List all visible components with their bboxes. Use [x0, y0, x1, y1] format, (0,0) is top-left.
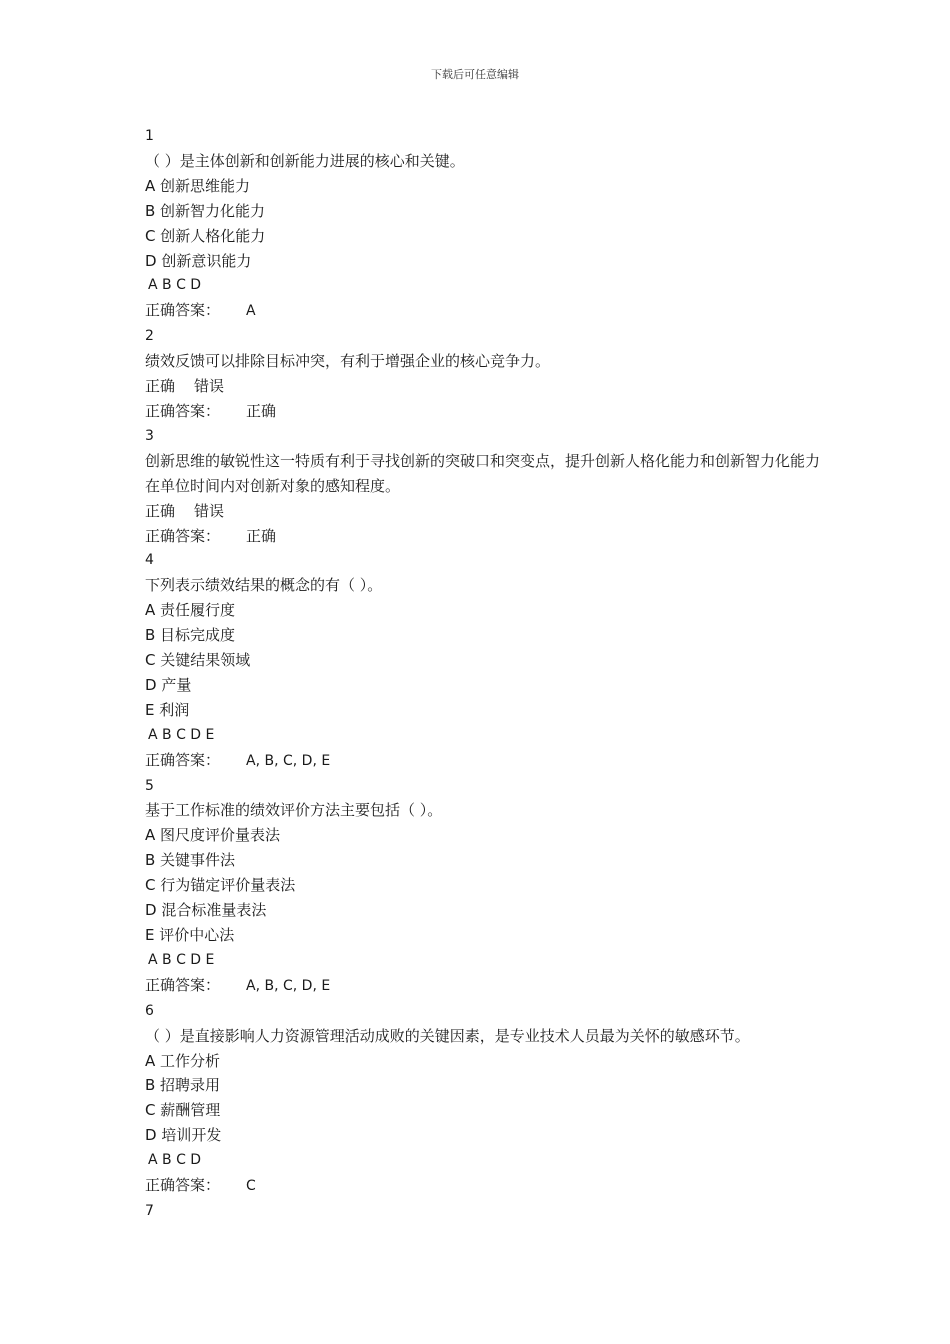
- answer-value: A, B, C, D, E: [246, 752, 331, 769]
- option-c: C 行为锚定评价量表法: [145, 876, 296, 895]
- question-4: [145, 548, 825, 773]
- question-number: 2: [145, 328, 154, 345]
- choice-letters: A B C D: [148, 1152, 202, 1169]
- answer-value: C: [246, 1178, 256, 1195]
- option-b: B 创新智力化能力: [145, 201, 266, 220]
- question-number: 1: [145, 128, 154, 144]
- answer-label: 正确答案：: [145, 401, 221, 420]
- option-a: A 创新思维能力: [145, 176, 251, 195]
- option-b: B 关键事件法: [145, 851, 236, 870]
- choice-false: 错误: [194, 501, 225, 520]
- option-d: D 混合标准量表法: [145, 901, 267, 920]
- question-list: [145, 124, 825, 1224]
- answer-label: 正确答案：: [145, 301, 221, 320]
- choice-true: 正确: [145, 377, 176, 396]
- question-text: 创新思维的敏锐性这一特质有利于寻找创新的突破口和突变点，提升创新人格化能力和创新智力化能力在单位时间内对创新对象的感知程度。: [145, 451, 821, 495]
- correct-answer: [145, 524, 825, 549]
- choice-letters: A B C D E: [148, 726, 215, 743]
- question-3: [145, 424, 825, 549]
- question-text: 基于工作标准的绩效评价方法主要包括（ ）。: [145, 801, 443, 820]
- answer-value: 正确: [246, 401, 277, 420]
- option-c: C 关键结果领域: [145, 651, 251, 670]
- choice-letters: A B C D: [148, 277, 202, 294]
- option-c: C 创新人格化能力: [145, 226, 266, 245]
- option-d: D 产量: [145, 675, 192, 694]
- option-c: C 薪酬管理: [145, 1101, 221, 1120]
- option-b: B 目标完成度: [145, 626, 236, 645]
- correct-answer: [145, 399, 825, 424]
- question-5: [145, 774, 825, 999]
- answer-label: 正确答案：: [145, 1176, 221, 1195]
- option-a: A 责任履行度: [145, 601, 236, 620]
- option-d: D 创新意识能力: [145, 251, 252, 270]
- correct-answer: [145, 748, 825, 774]
- option-e: E 利润: [145, 700, 190, 719]
- correct-answer: [145, 1173, 825, 1199]
- question-text: （ ）是主体创新和创新能力进展的核心和关键。: [145, 151, 465, 170]
- correct-answer: [145, 973, 825, 999]
- answer-label: 正确答案：: [145, 526, 221, 545]
- question-number: 7: [145, 1202, 154, 1219]
- answer-value: A: [246, 303, 256, 320]
- question-6: [145, 999, 825, 1199]
- option-b: B 招聘录用: [145, 1076, 221, 1095]
- page-header: 下载后可任意编辑: [431, 68, 519, 81]
- question-number: 5: [145, 777, 154, 794]
- choice-letters: A B C D E: [148, 951, 215, 968]
- question-text: 绩效反馈可以排除目标冲突，有利于增强企业的核心竞争力。: [145, 352, 551, 371]
- question-number: 4: [145, 552, 154, 569]
- answer-value: A, B, C, D, E: [246, 977, 331, 994]
- choice-false: 错误: [194, 377, 225, 396]
- question-text: 下列表示绩效结果的概念的有（ ）。: [145, 576, 383, 595]
- question-number: 3: [145, 427, 154, 444]
- question-2: [145, 324, 825, 424]
- option-e: E 评价中心法: [145, 926, 235, 944]
- answer-label: 正确答案：: [145, 975, 221, 994]
- correct-answer: [145, 298, 825, 324]
- true-false-choices: [145, 499, 825, 524]
- question-1: [145, 124, 825, 324]
- question-text: （ ）是直接影响人力资源管理活动成败的关键因素，是专业技术人员最为关怀的敏感环节。: [145, 1026, 750, 1045]
- option-d: D 培训开发: [145, 1126, 222, 1145]
- answer-value: 正确: [246, 526, 277, 545]
- question-7: [145, 1199, 825, 1224]
- option-a: A 工作分析: [145, 1051, 221, 1070]
- answer-label: 正确答案：: [145, 750, 221, 769]
- question-number: 6: [145, 1002, 154, 1019]
- option-a: A 图尺度评价量表法: [145, 826, 281, 845]
- true-false-choices: [145, 374, 825, 399]
- choice-true: 正确: [145, 501, 176, 520]
